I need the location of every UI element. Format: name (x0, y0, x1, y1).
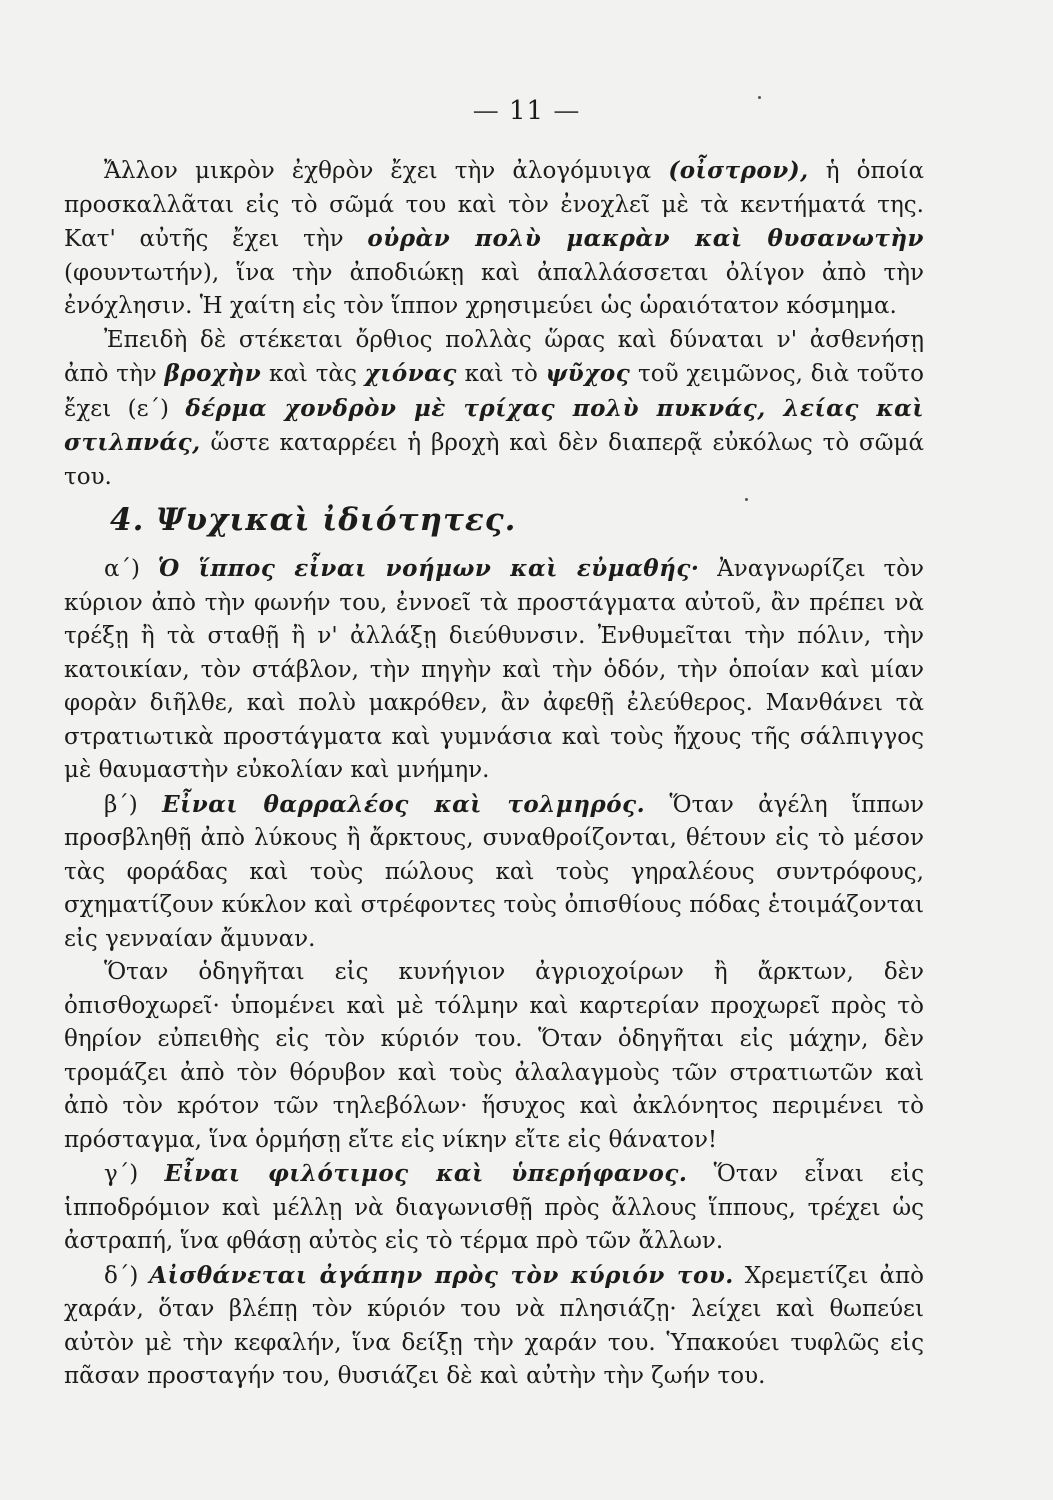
text-block-top (64, 154, 924, 494)
text-block-bottom (64, 552, 924, 1394)
print-speck (758, 96, 761, 99)
section-heading: 4. Ψυχικαὶ ἰδιότητες. (110, 502, 517, 538)
emphasis-cold: ψῦχος (545, 360, 631, 387)
paragraph-enemies: Ἄλλον μικρὸν ἐχθρὸν ἔχει τὴν ἀλογόμυιγα (οἶστρον), ἡ ὁποία προσκαλλᾶται εἰς τὸ σῶμά του καὶ τὸν ἐνοχλεῖ μὲ τὰ κεντήματά της. Κατ' αὐτῆς ἔχει τὴν οὐρὰν πολὺ μακρὰν καὶ θυσανωτὴν (φουντωτήν), ἵνα τὴν ἀποδιώκῃ καὶ ἀπαλλάσσεται ὀλίγον ἀπὸ τὴν ἐνόχλησιν. Ἡ χαίτη εἰς τὸν ἵππον χρησιμεύει ὡς ὡραιότατον κόσμημα. (64, 157, 925, 319)
item-label-alpha: α΄) (104, 556, 158, 582)
paragraph-alpha: α΄) Ὁ ἵππος εἶναι νοήμων καὶ εὐμαθής· Ἀναγνωρίζει τὸν κύριον ἀπὸ τὴν φωνήν του, ἐννοεῖ τὰ προστάγματα αὐτοῦ, ἂν πρέπει νὰ τρέξῃ ἢ τὰ σταθῇ ἢ ν' ἀλλάξῃ διεύθυνσιν. Ἐνθυμεῖται τὴν πόλιν, τὴν κατοικίαν, τὸν στάβλον, τὴν πηγὴν καὶ τὴν ὁδόν, τὴν ὁποίαν καὶ μίαν φορὰν διῆλθε, καὶ πολὺ μακρόθεν, ἂν ἀφεθῇ ἐλεύθερος. Μανθάνει τὰ στρατιωτικὰ προστάγματα καὶ γυμνάσια καὶ τοὺς ἤχους τῆς σάλπιγγος μὲ θαυμαστὴν εὐκολίαν καὶ μνήμην. (64, 555, 924, 783)
paragraph-beta-continued: Ὅταν ὁδηγῆται εἰς κυνήγιον ἀγριοχοίρων ἢ ἄρκτων, δὲν ὀπισθοχωρεῖ· ὑπομένει καὶ μὲ τόλμην καὶ καρτερίαν προχωρεῖ πρὸς τὸ θηρίον εὐπειθὴς εἰς τὸν κύριόν του. Ὅταν ὁδηγῆται εἰς μάχην, δὲν τρομάζει ἀπὸ τὸν θόρυβον καὶ τοὺς ἀλαλαγμοὺς τῶν στρατιωτῶν καὶ ἀπὸ τὸν κρότον τῶν τηλεβόλων· ἥσυχος καὶ ἀκλόνητος περιμένει τὸ πρόσταγμα, ἵνα ὁρμήσῃ εἴτε εἰς νίκην εἴτε εἰς θάνατον! (64, 959, 924, 1153)
emphasis-intelligent: Ὁ ἵππος εἶναι νοήμων καὶ εὐμαθής· (157, 555, 700, 582)
page-number-value: 11 (508, 96, 545, 126)
page-number (0, 96, 1053, 126)
emphasis-proud: Εἶναι φιλότιμος καὶ ὑπερήφανος. (164, 1160, 688, 1187)
page-number-decor-left: — (472, 96, 500, 126)
emphasis-brave: Εἶναι θαρραλέος καὶ τολμηρός. (162, 790, 646, 818)
emphasis-oistros: (οἶστρον), (668, 157, 809, 184)
emphasis-snow: χιόνας (364, 360, 457, 387)
item-label-gamma: γ΄) (104, 1161, 165, 1187)
paragraph-beta: β΄) Εἶναι θαρραλέος καὶ τολμηρός. Ὅταν ἀγέλη ἵππων προσβληθῇ ἀπὸ λύκους ἢ ἄρκτους, συναθροίζονται, θέτουν εἰς τὸ μέσον τὰς φοράδας καὶ τοὺς πώλους καὶ τοὺς γηραλέους συντρόφους, σχηματίζουν κύκλον καὶ στρέφοντες τοὺς ὀπισθίους πόδας ἑτοιμάζονται εἰς γενναίαν ἄμυναν. (64, 790, 924, 952)
paragraph-gamma: γ΄) Εἶναι φιλότιμος καὶ ὑπερήφανος. Ὅταν εἶναι εἰς ἱπποδρόμιον καὶ μέλλῃ νὰ διαγωνισθῇ πρὸς ἄλλους ἵππους, τρέχει ὡς ἀστραπή, ἵνα φθάσῃ αὐτὸς εἰς τὸ τέρμα πρὸ τῶν ἄλλων. (64, 1160, 924, 1254)
item-label-delta: δ΄) (104, 1262, 150, 1289)
emphasis-love: Αἰσθάνεται ἀγάπην πρὸς τὸν κύριόν του. (149, 1261, 734, 1289)
paragraph-skin: Ἐπειδὴ δὲ στέκεται ὄρθιος πολλὰς ὥρας καὶ δύναται ν' ἀσθενήσῃ ἀπὸ τὴν βροχὴν καὶ τὰς χιόνας καὶ τὸ ψῦχος τοῦ χειμῶνος, διὰ τοῦτο ἔχει (ε΄) δέρμα χονδρὸν μὲ τρίχας πολὺ πυκνάς, λείας καὶ στιλπνάς, ὥστε καταρρέει ἡ βροχὴ καὶ δὲν διαπερᾷ εὐκόλως τὸ σῶμά του. (64, 326, 924, 490)
emphasis-hide: δέρμα χονδρὸν μὲ τρίχας πολὺ πυκνάς, λείας καὶ στιλπνάς, (64, 394, 924, 456)
emphasis-rain: βροχὴν (164, 360, 262, 387)
paragraph-delta: δ΄) Αἰσθάνεται ἀγάπην πρὸς τὸν κύριόν του. Χρεμετίζει ἀπὸ χαράν, ὅταν βλέπῃ τὸν κύριόν του νὰ πλησιάζῃ· λείχει καὶ θωπεύει αὐτὸν μὲ τὴν κεφαλήν, ἵνα δείξῃ τὴν χαράν του. Ὑπακούει τυφλῶς εἰς πᾶσαν προσταγήν του, θυσιάζει δὲ καὶ αὐτὴν τὴν ζωήν του. (64, 1261, 924, 1389)
page-number-decor-right: — (553, 96, 581, 126)
print-speck (745, 498, 748, 501)
item-label-beta: β΄) (104, 791, 163, 818)
emphasis-tail: οὐρὰν πολὺ μακρὰν καὶ θυσανωτὴν (367, 225, 925, 252)
